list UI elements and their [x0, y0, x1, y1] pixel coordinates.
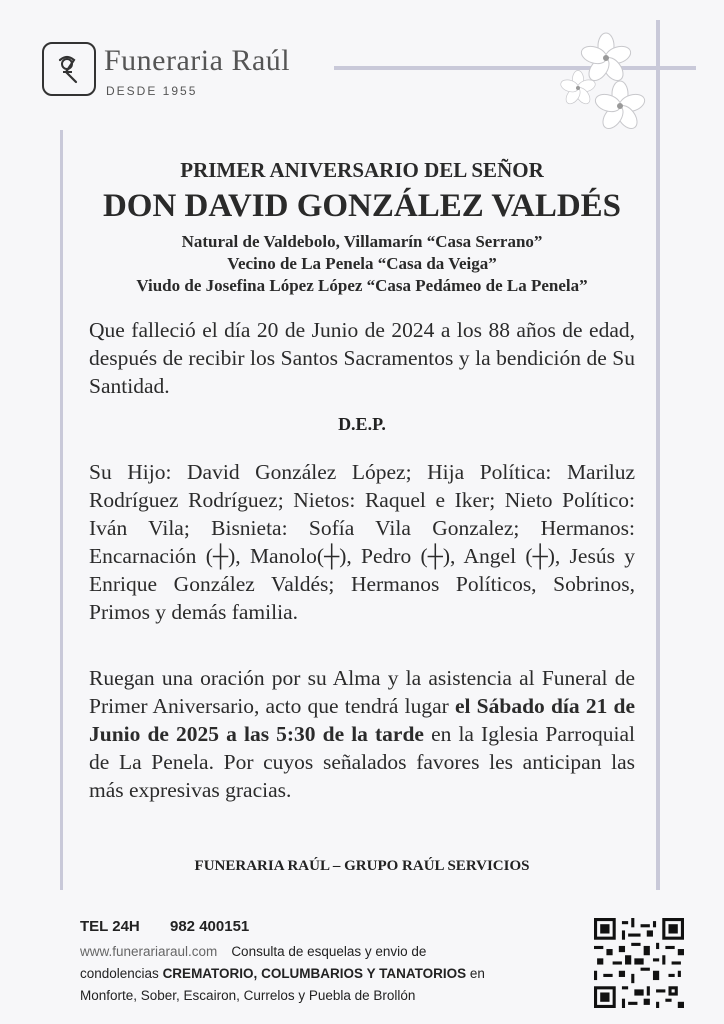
- brand-since: DESDE 1955: [106, 84, 198, 98]
- prayer-text-start: Ruegan una oración por su Alma y la asistencia al Funeral de Primer Aniversario, acto que tendrá lugar: [89, 666, 635, 718]
- brand-name: Funeraria Raúl: [104, 44, 291, 77]
- deceased-name: DON DAVID GONZÁLEZ VALDÉS: [102, 188, 622, 224]
- footer-brand: FUNERARIA RAÚL – GRUPO RAÚL SERVICIOS: [194, 858, 530, 874]
- ceremony-date: el Sábado día 21 de Junio de 2025 a las 5:30 de la tarde: [89, 694, 635, 746]
- flowers-icon: [548, 28, 658, 138]
- qr-code-icon[interactable]: [594, 918, 684, 1008]
- dep-label: D.E.P.: [338, 414, 386, 434]
- contact-services: CREMATORIO, COLUMBARIOS Y TANATORIOS: [162, 966, 467, 981]
- prayer-paragraph: [89, 664, 635, 804]
- contact-line-3: Monforte, Sober, Escairon, Currelos y Puebla de Brollón: [80, 988, 416, 1003]
- detail-widower: Viudo de Josefina López López “Casa Pedámeo de La Penela”: [136, 276, 588, 295]
- tel-number[interactable]: 982 400151: [170, 918, 250, 935]
- contact-line-2: [80, 966, 485, 981]
- prayer-text-end: en la Iglesia Parroquial de La Penela. Por cuyos señalados favores les anticipan las más expresivas gracias.: [89, 722, 635, 802]
- contact-line-2-suffix: en: [466, 966, 485, 981]
- detail-residence: Vecino de La Penela “Casa da Veiga”: [227, 254, 497, 273]
- tel-label: TEL 24H: [80, 918, 140, 935]
- pre-title: PRIMER ANIVERSARIO DEL SEÑOR: [180, 158, 544, 182]
- contact-line-2-prefix: condolencias: [80, 966, 163, 981]
- family-paragraph: Su Hijo: David González López; Hija Política: Mariluz Rodríguez Rodríguez; Nietos: Raquel e Iker; Nieto Político: Iván Vila; Bisnieta: Sofía Vila Gonzalez; Hermanos: Encarnación (┼), Manolo(┼), Pedro (┼), Angel (┼), Jesús y Enrique González Valdés; Hermanos Políticos, Sobrinos, Primos y demás familia.: [89, 460, 635, 624]
- website-link[interactable]: www.funerariaraul.com: [80, 944, 218, 959]
- funeraria-raul-logo-icon: [42, 42, 96, 96]
- contact-line-1-text: Consulta de esquelas y envio de: [231, 944, 427, 959]
- frame-right-line: [656, 20, 660, 890]
- contact-line-1: [80, 944, 426, 959]
- detail-origin: Natural de Valdebolo, Villamarín “Casa Serrano”: [181, 232, 543, 251]
- death-paragraph: Que falleció el día 20 de Junio de 2024 a los 88 años de edad, después de recibir los Santos Sacramentos y la bendición de Su Santidad.: [89, 318, 635, 398]
